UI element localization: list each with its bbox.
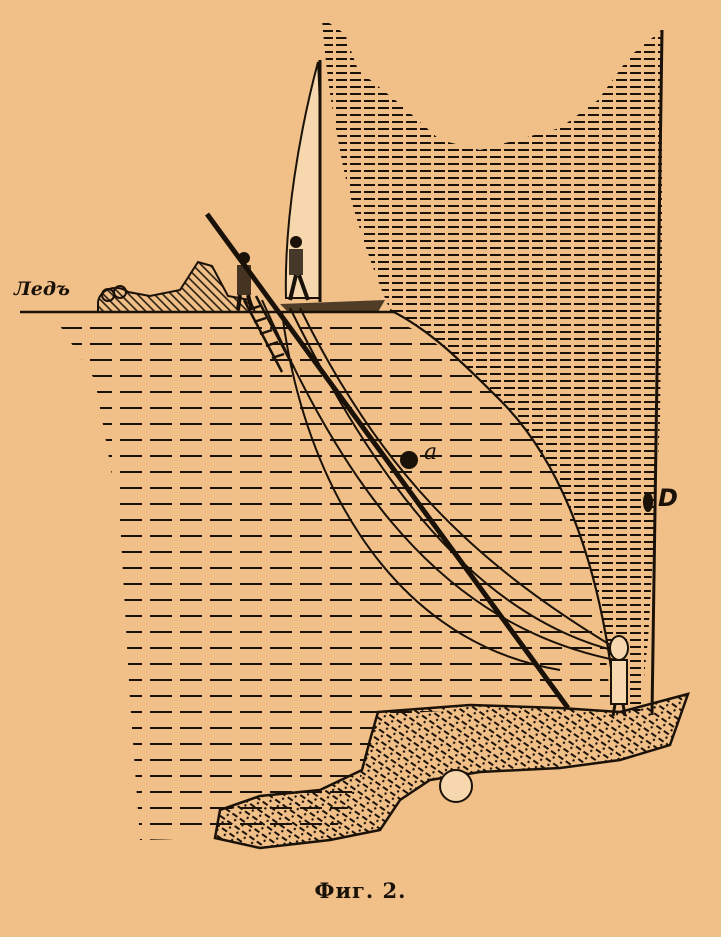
boat-hull — [280, 300, 385, 312]
diver — [610, 636, 628, 716]
point-a-marker — [400, 451, 418, 469]
point-d-label: D — [658, 484, 678, 512]
point-d-marker — [643, 492, 653, 512]
bubble — [440, 770, 472, 802]
ice-label: Ледъ — [14, 278, 70, 300]
point-a-label: a — [424, 440, 438, 465]
figure-caption: Фиг. 2. — [314, 878, 407, 903]
